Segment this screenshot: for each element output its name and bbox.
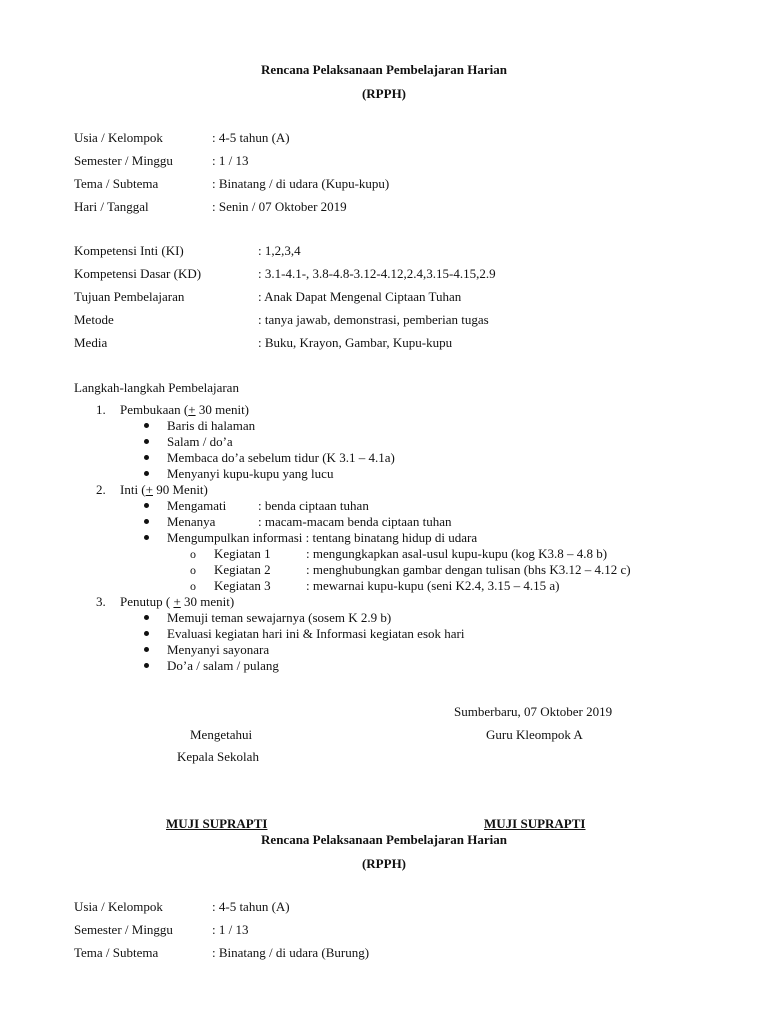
comp-value-ki: : 1,2,3,4 (258, 243, 301, 258)
comp-value-media: : Buku, Krayon, Gambar, Kupu-kupu (258, 335, 453, 350)
doc2-info-value-usia: : 4-5 tahun (A) (212, 899, 290, 914)
bullet-icon (144, 503, 149, 508)
info-label-tema: Tema / Subtema (74, 176, 159, 191)
bullet-icon (144, 455, 149, 460)
signature-left-name: MUJI SUPRAPTI (166, 816, 268, 831)
info-label-hari: Hari / Tanggal (74, 199, 149, 214)
comp-label-ki: Kompetensi Inti (KI) (74, 243, 184, 258)
bullet-icon (144, 535, 149, 540)
comp-label-metode: Metode (74, 312, 114, 327)
info-value-tema: : Binatang / di udara (Kupu-kupu) (212, 176, 390, 191)
step-number: 1. (96, 402, 106, 417)
signature-left-line2: Kepala Sekolah (177, 749, 259, 764)
circle-bullet-icon: o (190, 579, 196, 593)
step-heading-inti (120, 482, 208, 498)
kegiatan-label: Kegiatan 3 (214, 578, 271, 593)
step-heading-text: 30 menit) (195, 402, 250, 417)
plus-minus-sign: + (173, 594, 181, 609)
info-label-semester: Semester / Minggu (74, 153, 173, 168)
comp-label-tujuan: Tujuan Pembelajaran (74, 289, 185, 304)
doc2-subtitle: (RPPH) (361, 856, 407, 871)
circle-bullet-icon: o (190, 547, 196, 561)
circle-bullet-icon: o (190, 563, 196, 577)
list-item: Menyanyi sayonara (167, 642, 270, 657)
list-item: Baris di halaman (167, 418, 256, 433)
info-value-usia: : 4-5 tahun (A) (212, 130, 290, 145)
list-item: Evaluasi kegiatan hari ini & Informasi kegiatan esok hari (167, 626, 465, 641)
doc2-info-label-semester: Semester / Minggu (74, 922, 173, 937)
list-item-mengamati-value: : benda ciptaan tuhan (258, 498, 369, 513)
comp-value-kd: : 3.1-4.1-, 3.8-4.8-3.12-4.12,2.4,3.15-4.15,2.9 (258, 266, 496, 281)
list-item: Membaca do’a sebelum tidur (K 3.1 – 4.1a) (167, 450, 395, 465)
signature-right-name: MUJI SUPRAPTI (484, 816, 586, 831)
info-label-usia: Usia / Kelompok (74, 130, 163, 145)
bullet-icon (144, 519, 149, 524)
place-date: Sumberbaru, 07 Oktober 2019 (454, 704, 613, 719)
comp-label-kd: Kompetensi Dasar (KD) (74, 266, 202, 281)
doc-title: Rencana Pelaksanaan Pembelajaran Harian (261, 62, 507, 77)
step-heading-text: Pembukaan ( (120, 402, 189, 417)
step-number: 3. (96, 594, 106, 609)
kegiatan-value: : mewarnai kupu-kupu (seni K2.4, 3.15 – 4.15 a) (306, 578, 560, 593)
step-heading-penutup (120, 594, 234, 610)
comp-value-tujuan: : Anak Dapat Mengenal Ciptaan Tuhan (258, 289, 462, 304)
kegiatan-label: Kegiatan 2 (214, 562, 271, 577)
list-item: Memuji teman sewajarnya (sosem K 2.9 b) (167, 610, 392, 625)
bullet-icon (144, 471, 149, 476)
doc-subtitle: (RPPH) (361, 86, 407, 101)
signature-right-line1: Guru Kleompok A (486, 727, 583, 742)
bullet-icon (144, 663, 149, 668)
doc2-info-label-usia: Usia / Kelompok (74, 899, 163, 914)
doc2-info-label-tema: Tema / Subtema (74, 945, 159, 960)
list-item-mengamati-label: Mengamati (167, 498, 227, 513)
step-heading-text: Penutup ( (120, 594, 174, 609)
doc2-info-value-tema: : Binatang / di udara (Burung) (212, 945, 370, 960)
step-number: 2. (96, 482, 106, 497)
step-heading-text: Inti ( (120, 482, 146, 497)
step-heading-pembukaan (120, 402, 249, 418)
info-value-semester: : 1 / 13 (212, 153, 249, 168)
list-item: Do’a / salam / pulang (167, 658, 279, 673)
steps-title: Langkah-langkah Pembelajaran (74, 380, 239, 395)
step-heading-text: 90 Menit) (152, 482, 208, 497)
list-item-menanya-label: Menanya (167, 514, 216, 529)
kegiatan-value: : menghubungkan gambar dengan tulisan (bhs K3.12 – 4.12 c) (306, 562, 631, 577)
bullet-icon (144, 631, 149, 636)
bullet-icon (144, 439, 149, 444)
plus-minus-sign: + (145, 482, 153, 497)
signature-left-line1: Mengetahui (190, 727, 253, 742)
bullet-icon (144, 423, 149, 428)
doc2-info-value-semester: : 1 / 13 (212, 922, 249, 937)
list-item-mengumpulkan: Mengumpulkan informasi : tentang binatang hidup di udara (167, 530, 478, 545)
doc2-title: Rencana Pelaksanaan Pembelajaran Harian (261, 832, 507, 847)
step-heading-text: 30 menit) (180, 594, 235, 609)
info-value-hari: : Senin / 07 Oktober 2019 (212, 199, 347, 214)
kegiatan-value: : mengungkapkan asal-usul kupu-kupu (kog K3.8 – 4.8 b) (306, 546, 608, 561)
comp-label-media: Media (74, 335, 108, 350)
comp-value-metode: : tanya jawab, demonstrasi, pemberian tugas (258, 312, 489, 327)
plus-minus-sign: + (188, 402, 196, 417)
list-item: Menyanyi kupu-kupu yang lucu (167, 466, 334, 481)
list-item-menanya-value: : macam-macam benda ciptaan tuhan (258, 514, 452, 529)
list-item: Salam / do’a (167, 434, 233, 449)
bullet-icon (144, 615, 149, 620)
kegiatan-label: Kegiatan 1 (214, 546, 271, 561)
bullet-icon (144, 647, 149, 652)
